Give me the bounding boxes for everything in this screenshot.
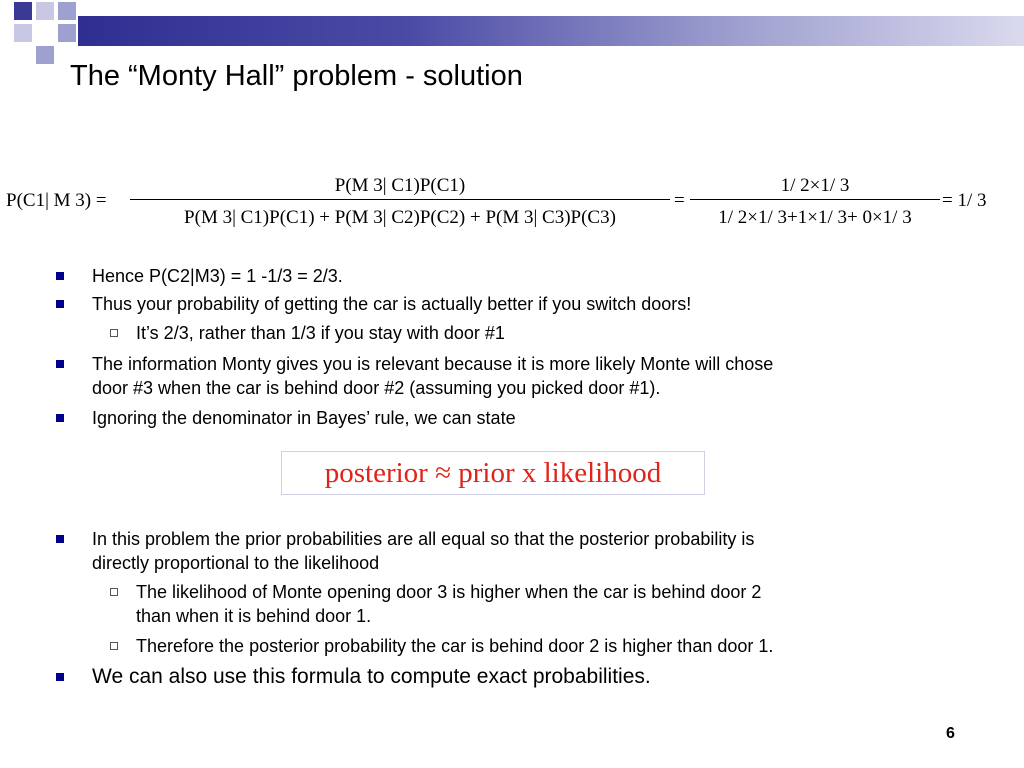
bullet-text: directly proportional to the likelihood <box>92 553 380 573</box>
square-bullet-icon <box>56 300 64 308</box>
bullet-text: Therefore the posterior probability the car is behind door 2 is higher than door 1. <box>136 636 774 656</box>
bullet-text: In this problem the prior probabilities are all equal so that the posterior probability is <box>92 529 755 549</box>
bullet-text: Hence P(C2|M3) = 1 -1/3 = 2/3. <box>92 266 343 286</box>
bullet-item <box>92 527 754 575</box>
page-number: 6 <box>946 725 955 742</box>
bullet-text: than when it is behind door 1. <box>136 606 372 626</box>
bullet-item <box>92 264 343 288</box>
bullet-item <box>92 352 773 400</box>
square-bullet-icon <box>56 414 64 422</box>
square-bullet-icon <box>56 360 64 368</box>
formula-result: = 1/ 3 <box>942 190 987 211</box>
hollow-square-bullet-icon <box>110 329 118 337</box>
bullet-text: It’s 2/3, rather than 1/3 if you stay with door #1 <box>136 323 505 343</box>
hollow-square-bullet-icon <box>110 588 118 596</box>
sub-bullet-item <box>136 580 761 628</box>
bullet-text: Ignoring the denominator in Bayes’ rule, we can state <box>92 408 516 428</box>
posterior-formula-box: posterior ≈ prior x likelihood <box>281 451 705 495</box>
bullet-item <box>92 663 651 691</box>
bullet-text: The likelihood of Monte opening door 3 is higher when the car is behind door 2 <box>136 582 762 602</box>
formula-lhs: P(C1| M 3) = <box>6 190 107 211</box>
square-bullet-icon <box>56 272 64 280</box>
hollow-square-bullet-icon <box>110 642 118 650</box>
slide-title: The “Monty Hall” problem - solution <box>70 60 523 92</box>
fraction1-numerator: P(M 3| C1)P(C1) <box>334 175 466 196</box>
fraction1-denominator: P(M 3| C1)P(C1) + P(M 3| C2)P(C2) + P(M 3| C3)P(C3) <box>184 207 616 228</box>
formula-equals: = <box>674 190 685 211</box>
bullet-text: door #3 when the car is behind door #2 (assuming you picked door #1). <box>92 378 661 398</box>
square-bullet-icon <box>56 673 64 681</box>
fraction2-numerator: 1/ 2×1/ 3 <box>780 175 850 196</box>
fraction2-denominator: 1/ 2×1/ 3+1×1/ 3+ 0×1/ 3 <box>718 207 912 228</box>
bullet-text: Thus your probability of getting the car is actually better if you switch doors! <box>92 294 692 314</box>
bullet-text: We can also use this formula to compute exact probabilities. <box>92 665 651 688</box>
bullet-text: The information Monty gives you is relevant because it is more likely Monte will chose <box>92 354 774 374</box>
sub-bullet-item <box>136 321 505 345</box>
square-bullet-icon <box>56 535 64 543</box>
sub-bullet-item <box>136 634 773 658</box>
bullet-item <box>92 406 516 430</box>
bullet-item <box>92 292 691 316</box>
